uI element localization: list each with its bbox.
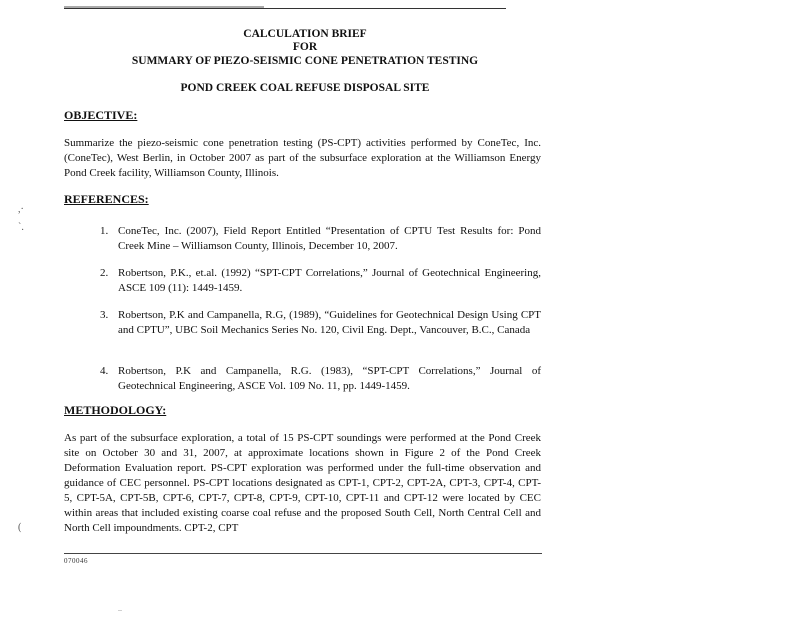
reference-number: 3. bbox=[100, 309, 109, 321]
scan-mark: `. bbox=[18, 222, 24, 233]
reference-text: Robertson, P.K and Campanella, R.G. (1983), “SPT-CPT Correlations,” Journal of Geotechnical Engineering, ASCE Vol. 109 No. 11, pp. 1449-1459. bbox=[118, 365, 541, 392]
reference-item bbox=[64, 364, 541, 394]
methodology-paragraph: As part of the subsurface exploration, a total of 15 PS-CPT soundings were performed at the Pond Creek site on October 30 and 31, 2007, at approximate locations shown in Figure 2 of the Pond Creek Deformation Evaluation report. PS-CPT exploration was performed under the full-time observation and guidance of CEC personnel. PS-CPT locations designated as CPT-1, CPT-2, CPT-2A, CPT-3, CPT-4, CPT-5, CPT-5A, CPT-5B, CPT-6, CPT-7, CPT-8, CPT-9, CPT-10, CPT-11 and CPT-12 were located by CEC within areas that included existing coarse coal refuse and the proposed South Cell, North Central Cell and North Cell impoundments. CPT-2, CPT bbox=[64, 432, 541, 534]
reference-text: Robertson, P.K., et.al. (1992) “SPT-CPT Correlations,” Journal of Geotechnical Engineering, ASCE 109 (11): 1449-1459. bbox=[118, 267, 541, 294]
scan-mark: ‥ bbox=[118, 607, 123, 613]
site-title: POND CREEK COAL REFUSE DISPOSAL SITE bbox=[180, 82, 430, 94]
reference-item bbox=[64, 266, 541, 296]
reference-text: Robertson, P.K and Campanella, R.G, (1989), “Guidelines for Geotechnical Design Using CPT and CPTU”, UBC Soil Mechanics Series No. 120, Civil Eng. Dept., Vancouver, B.C., Canada bbox=[118, 309, 541, 336]
top-rule bbox=[64, 8, 506, 9]
reference-number: 2. bbox=[100, 267, 109, 279]
reference-text: ConeTec, Inc. (2007), Field Report Entitled “Presentation of CPTU Test Results for: Pond Creek Mine – Williamson County, Illinois, December 10, 2007. bbox=[118, 225, 541, 252]
objective-paragraph: Summarize the piezo-seismic cone penetration testing (PS-CPT) activities performed by ConeTec, Inc. (ConeTec), West Berlin, in October 2007 as part of the subsurface exploration at the Williamson Energy Pond Creek facility, Williamson County, Illinois. bbox=[64, 137, 541, 179]
methodology-heading: METHODOLOGY: bbox=[64, 403, 167, 417]
reference-item bbox=[64, 224, 541, 254]
footer-code: 070046 bbox=[64, 557, 88, 565]
reference-item bbox=[64, 308, 541, 338]
title-line-2: FOR bbox=[292, 41, 318, 53]
objective-heading: OBJECTIVE: bbox=[64, 108, 138, 122]
reference-number: 1. bbox=[100, 225, 109, 237]
title-line-1: CALCULATION BRIEF bbox=[243, 28, 367, 40]
scan-mark: ( bbox=[18, 522, 22, 533]
title-line-3: SUMMARY OF PIEZO-SEISMIC CONE PENETRATION TESTING bbox=[131, 55, 479, 67]
references-heading: REFERENCES: bbox=[64, 192, 149, 206]
scan-mark: ,· bbox=[18, 204, 24, 215]
footer-rule bbox=[64, 553, 542, 554]
reference-number: 4. bbox=[100, 365, 109, 377]
